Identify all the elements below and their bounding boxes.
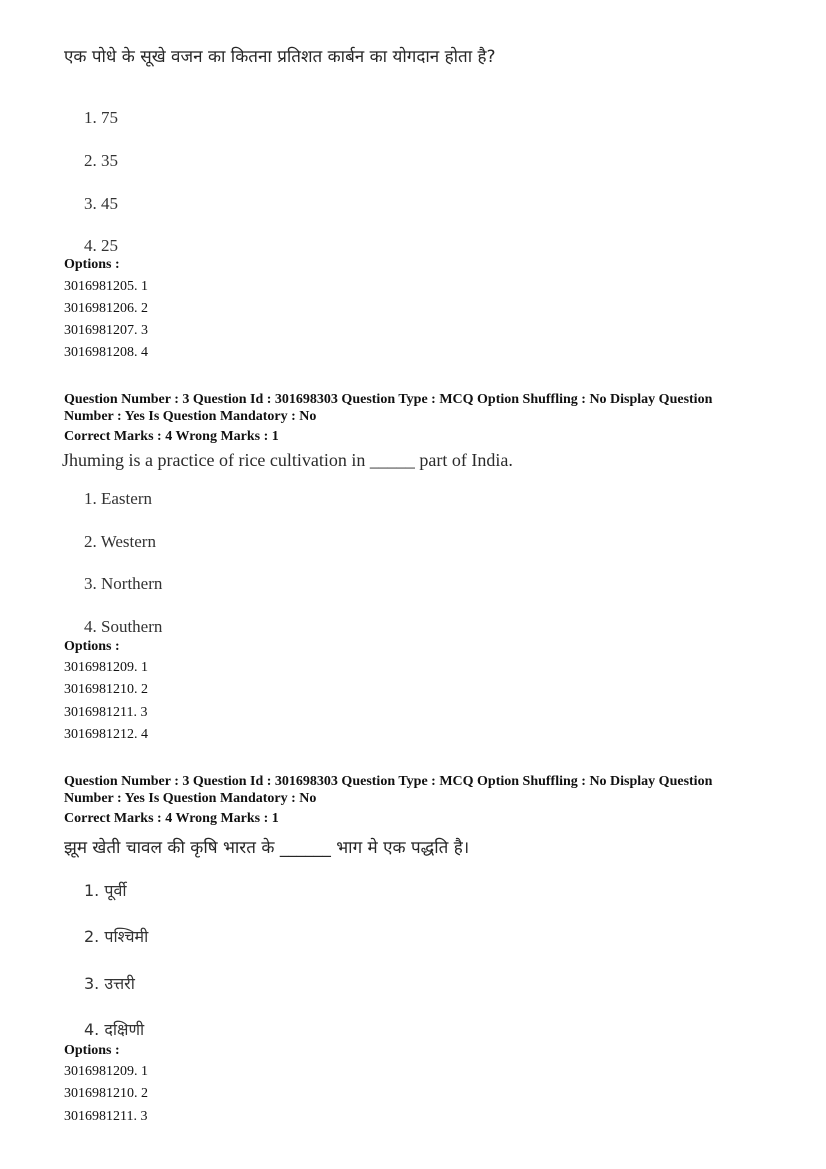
choice-item: 1. पूर्वी bbox=[84, 881, 127, 900]
option-id: 3016981205. 1 bbox=[64, 279, 148, 294]
choice-item: 1. Eastern bbox=[84, 489, 152, 508]
option-id: 3016981212. 4 bbox=[64, 727, 148, 742]
option-id: 3016981210. 2 bbox=[64, 1086, 148, 1101]
choice-item: 4. Southern bbox=[84, 617, 163, 636]
options-label: Options : bbox=[64, 639, 120, 654]
option-id: 3016981209. 1 bbox=[64, 1064, 148, 1079]
choice-item: 3. उत्तरी bbox=[84, 974, 135, 993]
choice-item: 1. 75 bbox=[84, 108, 118, 127]
question-meta-line2: Number : Yes Is Question Mandatory : No bbox=[64, 791, 317, 806]
choice-item: 2. 35 bbox=[84, 151, 118, 170]
choice-item: 3. Northern bbox=[84, 574, 163, 593]
option-id: 3016981210. 2 bbox=[64, 682, 148, 697]
question-meta-line2: Number : Yes Is Question Mandatory : No bbox=[64, 409, 317, 424]
marks-line: Correct Marks : 4 Wrong Marks : 1 bbox=[64, 429, 279, 444]
option-id: 3016981206. 2 bbox=[64, 301, 148, 316]
option-id: 3016981211. 3 bbox=[64, 1109, 148, 1124]
option-id: 3016981208. 4 bbox=[64, 345, 148, 360]
question-text-hindi-1: एक पोधे के सूखे वजन का कितना प्रतिशत कार्बन का योगदान होता है? bbox=[64, 47, 496, 67]
choice-item: 4. 25 bbox=[84, 236, 118, 255]
choice-item: 2. पश्चिमी bbox=[84, 927, 149, 946]
question-meta-line1: Question Number : 3 Question Id : 301698303 Question Type : MCQ Option Shuffling : No Display Question bbox=[64, 392, 713, 407]
question-text-english: Jhuming is a practice of rice cultivation in _____ part of India. bbox=[62, 450, 513, 470]
option-id: 3016981211. 3 bbox=[64, 705, 148, 720]
options-label: Options : bbox=[64, 1043, 120, 1058]
marks-line: Correct Marks : 4 Wrong Marks : 1 bbox=[64, 811, 279, 826]
options-label: Options : bbox=[64, 257, 120, 272]
question-meta-line1: Question Number : 3 Question Id : 301698303 Question Type : MCQ Option Shuffling : No Display Question bbox=[64, 774, 713, 789]
choice-item: 4. दक्षिणी bbox=[84, 1020, 145, 1039]
option-id: 3016981207. 3 bbox=[64, 323, 148, 338]
choice-item: 3. 45 bbox=[84, 194, 118, 213]
option-id: 3016981209. 1 bbox=[64, 660, 148, 675]
question-text-hindi-2: झूम खेती चावल की कृषि भारत के ______ भाग मे एक पद्धति है। bbox=[64, 838, 470, 858]
choice-item: 2. Western bbox=[84, 532, 156, 551]
